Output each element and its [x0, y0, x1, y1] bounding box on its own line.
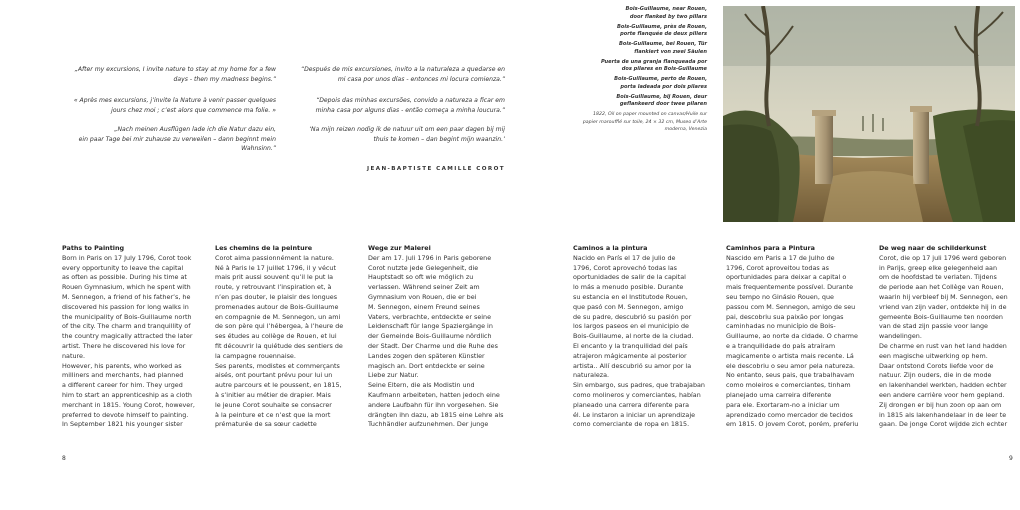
- caption-pt: Bois-Guillaume, perto de Rouen, porta ladeada por dois pilares: [614, 76, 707, 90]
- caption-nl: Bois-Guillaume, bij Rouen, deur geflankeerd door twee pilaren: [616, 93, 707, 108]
- column-pt: [726, 244, 876, 430]
- quote-nl: ‘Na mijn reizen nodig ik de natuur uit om een paar dagen bij mij thuis te komen – dan begint mijn waanzin.’: [309, 126, 505, 143]
- page-number-left: 8: [62, 455, 66, 462]
- painting-captions: [565, 6, 707, 133]
- column-body: Nacido en París el 17 de julio de 1796, Corot aprovechó todas las oportunidades de salir de la capital lo más a menudo posible. Durante su estancia en el Institutode Rouen, que pasó con M. Sennegon, amigo de su padre, descubrió su pasión por los largos paseos en el municipio de Bois-Guillaume, al norte de la ciudad. El encanto y la tranquilidad del país atrajeron mágicamente al posterior artista.. Allí descubrió su amor por la naturaleza. Sin embargo, sus padres, que trabajaban como molineros y comerciantes, habían planeado una carrera diferente para él. Le instaron a iniciar un aprendizaje como comerciante de ropa en 1815.: [573, 253, 705, 429]
- painting-image: [723, 6, 1015, 222]
- caption-fr: Bois-Guillaume, près de Rouen, porte flanquée de deux piliers: [617, 23, 707, 38]
- column-body: Der am 17. Juli 1796 in Paris geborene Corot nutzte jede Gelegenheit, die Hauptstadt so oft wie möglich zu verlassen. Während seiner Zeit am Gymnasium von Rouen, die er bei M. Sennegon, einem Freund seines Vaters, verbrachte, entdeckte er seine Leidenschaft für lange Spaziergänge in der Gemeinde Bois-Guillaume nördlich der Stadt. Der Charme und die Ruhe des Landes zogen den späteren Künstler magisch an. Dort entdeckte er seine Liebe zur Natur. Seine Eltern, die als Modistin und Kaufmann arbeiteten, hatten jedoch eine andere Laufbahn für ihn vorgesehen. Sie drängten ihn dazu, ab 1815 eine Lehre als Tuchhändler aufzunehmen. Der junge: [368, 253, 504, 429]
- quote-author: JEAN-BAPTISTE CAMILLE COROT: [367, 166, 505, 172]
- column-fr: [215, 244, 365, 430]
- caption-note: 1822, Oil on paper mounted on canvas/Huile sur papier maroufflé sur toile, 24 × 32 cm, Museo d’Arte moderna, Venezia: [582, 112, 707, 132]
- quote-fr: « Après mes excursions, j’invite la Nature à venir passer quelques jours chez moi ; c’est alors que commence ma folie. »: [73, 97, 276, 114]
- column-title: Caminhos para a Pintura: [726, 244, 815, 252]
- caption-es: Puerta de una granja flanqueada por dos pilares en Bois-Guillaume: [600, 58, 707, 73]
- column-title: Les chemins de la peinture: [215, 244, 313, 252]
- quote-pt: “Depois das minhas excursões, convido a natureza a ficar em minha casa por alguns dias - então começa a minha loucura.”: [315, 97, 505, 114]
- column-title: Paths to Painting: [62, 244, 125, 252]
- quote-es: “Después de mis excursiones, invito a la naturaleza a quedarse en mi casa por unos días - entonces mi locura comienza.”: [300, 66, 505, 83]
- quote-de: „Nach meinen Ausflügen lade ich die Natur dazu ein, ein paar Tage bei mir zuhause zu verweilen – dann beginnt mein Wahnsinn.”: [78, 126, 276, 153]
- column-title: Caminos a la pintura: [573, 244, 648, 252]
- column-body: Corot, die op 17 juli 1796 werd geboren in Parijs, greep elke gelegenheid aan om de hoofdstad te verlaten. Tijdens de periode aan het Collège van Rouen, waarin hij verbleef bij M. Sennegon, een vriend van zijn vader, ontdekte hij in de gemeente Bois-Guillaume ten noorden van de stad zijn passie voor lange wandelingen. De charme en rust van het land hadden een magische uitwerking op hem. Daar ontstond Corots liefde voor de natuur. Zijn ouders, die in de mode en lakenhandel werkten, hadden echter een andere carrière voor hem gepland. Zij drongen er bij hun zoon op aan om in 1815 als lakenhandelaar in de leer te gaan. De jonge Corot wijdde zich echter: [879, 253, 1008, 429]
- column-de: [368, 244, 518, 430]
- column-es: [573, 244, 723, 430]
- column-nl: [879, 244, 1020, 430]
- page-number-right: 9: [1009, 455, 1013, 462]
- quote-en: „After my excursions, I invite nature to stay at my home for a few days - then my madness begins.”: [74, 66, 276, 83]
- column-en: [62, 244, 212, 430]
- column-body: Corot aima passionnément la nature. Né à Paris le 17 juillet 1796, il y vécut mais prit aussi souvent qu’il le put la route, y retrouvant l’inspiration et, à n’en pas douter, le plaisir des longues promenades autour de Bois-Guillaume en compagnie de M. Sennegon, un ami de son père qui l’hébergea, à l’heure de ses études au collège de Rouen, et lui fit découvrir la quiétude des sentiers de la campagne rouennaise. Ses parents, modistes et commerçants aisés, ont pourtant prévu pour lui un autre parcours et le poussent, en 1815, à s’initier au métier de drapier. Mais le jeune Corot souhaite se consacrer à la peinture et ce n’est que la mort prématurée de sa sœur cadette: [215, 253, 344, 429]
- caption-de: Bois-Guillaume, bei Rouen, Tür flankiert von zwei Säulen: [618, 41, 707, 55]
- column-body: Nascido em Paris a 17 de Julho de 1796, Corot aproveitou todas as oportunidades para deixar a capital o mais frequentemente possível. Durante seu tempo no Ginásio Rouen, que passou com M. Sennegon, amigo de seu pai, descobriu sua paixão por longas caminhadas no município de Bois- Guillaume, ao norte da cidade. O charme e a tranquilidade do país atraíram magicamente o artista mais recente. Lá ele descobriu o seu amor pela natureza. No entanto, seus pais, que trabalhavam como moleiros e comerciantes, tinham planejado uma carreira diferente para ele. Exortaram-no a iniciar um aprendizado como mercador de tecidos em 1815. O jovem Corot, porém, preferiu: [726, 253, 859, 429]
- column-body: Born in Paris on 17 July 1796, Corot took every opportunity to leave the capital as often as possible. During his time at Rouen Gymnasium, which he spent with M. Sennegon, a friend of his father’s, he discovered his passion for long walks in the municipality of Bois-Guillaume north of the city. The charm and tranquillity of the country magically attracted the later artist. There he discovered his love for nature. However, his parents, who worked as milliners and merchants, had planned a different career for him. They urged him to start an apprenticeship as a cloth merchant in 1815. Young Corot, however, preferred to devote himself to painting. In September 1821 his younger sister: [62, 253, 195, 429]
- column-title: Wege zur Malerei: [368, 244, 431, 252]
- caption-en: Bois-Guillaume, near Rouen, door flanked by two pillars: [625, 6, 707, 20]
- column-title: De weg naar de schilderkunst: [879, 244, 987, 252]
